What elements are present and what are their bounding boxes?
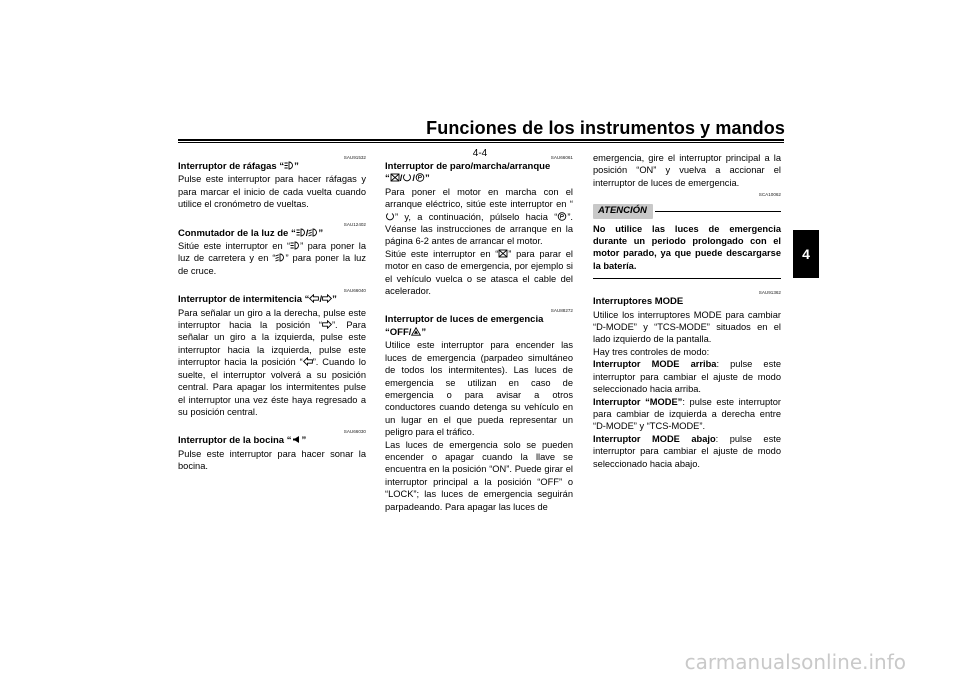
turn-left-arrow-icon [303,357,313,366]
section-stop-run-start-switch [385,154,573,297]
section-code: SAU66040 [343,288,366,294]
section-mode-switches [593,289,781,470]
turn-right-arrow-icon [322,320,332,329]
section-title: Interruptor de ráfagas “ ” [178,161,299,172]
notice-header [593,204,781,218]
section-hazard-switch [385,307,573,513]
section-body: Para señalar un giro a la derecha, pulse este interruptor hacia la posición “ ”. Para señalar un giro a la izquierda, pulse este interruptor hacia la izquierda, pulse este interruptor hacia la posición “ ”. Cuando lo suelte, el interruptor volverá a su posición central. Para apagar los intermitentes pulse el interruptor una vez éste haya regresado a su posición central. [178,307,366,417]
mode-item-down: Interruptor MODE abajo: pulse este interruptor para cambiar el ajuste de modo seleccionado hacia abajo. [593,433,781,469]
section-body: Utilice este interruptor para encender las luces de emergencia (parpadeo simultáneo de todos los intermitentes). Las luces de emergencia se utilizan en caso de emergencia o para avisar a otros conductores cuando detenga su vehículo en un lugar en el que pueda representar un peligro para el tráfico. [385,340,573,438]
headlight-flash-icon [284,161,294,170]
section-body: Utilice los interruptores MODE para cambiar “D-MODE” y “TCS-MODE” situados en el lado izquierdo de la pantalla. [593,309,781,345]
low-beam-icon [275,253,285,262]
engine-stop-icon [390,173,400,182]
engine-start-icon [415,173,425,182]
engine-run-icon [385,212,395,221]
column-2 [385,152,573,523]
section-title: Interruptor de paro/marcha/arranque “ / / ” [385,161,551,185]
notice-label: ATENCIÓN [593,204,653,218]
section-code: SAU91532 [343,155,366,160]
horn-icon [292,435,302,444]
section-title: Interruptor de intermitencia “ / ” [178,294,337,306]
section-horn-switch [178,428,366,472]
page-header-title: Funciones de los instrumentos y mandos [426,118,785,138]
section-flash-switch [178,154,366,211]
section-code: SAU66061 [550,155,573,160]
section-code: SAU91362 [758,290,781,296]
engine-stop-icon [498,249,508,258]
section-title: Interruptores MODE [593,296,684,308]
chapter-tab[interactable] [793,230,819,278]
mode-item-up: Interruptor MODE arriba: pulse este interruptor para cambiar el ajuste de modo seleccionado hacia arriba. [593,359,781,395]
section-title: Conmutador de la luz de “ / ” [178,227,324,239]
section-body: Para poner el motor en marcha con el arranque eléctrico, sitúe este interruptor en “ ” y, a continuación, púlselo hacia “ ”. Véanse las instrucciones de arranque en la página 6-2 antes de arrancar el motor. [385,186,573,247]
section-body-2: Las luces de emergencia solo se pueden encender o apagar cuando la llave se encuentra en la posición “ON”. Puede girar el interruptor principal a la posición “OFF” o “LOCK”; las luces de emergencia seguirán parpadeando. Para apagar las luces de [385,439,573,512]
notice-text: No utilice las luces de emergencia durante un periodo prolongado con el motor parado, ya que puede descargarse la batería. [593,223,781,280]
notice-code: SCA10062 [758,192,781,198]
turn-right-arrow-icon [322,294,332,303]
engine-start-icon [557,212,567,221]
page-number: 4-4 [472,148,488,159]
section-code: SAU12402 [343,221,366,227]
section-title: Interruptor de la bocina “ ” [178,435,307,447]
header-rule-thin [178,142,784,143]
watermark: carmanualsonline.info [684,650,906,674]
chapter-tab-number: 4 [802,246,810,262]
section-title: Interruptor de luces de emergencia “OFF/ ” [385,314,544,338]
section-body: Pulse este interruptor para hacer sonar la bocina. [178,448,366,472]
engine-run-icon [402,173,412,182]
section-body-2: Hay tres controles de modo: [593,346,710,357]
section-body: Pulse este interruptor para hacer ráfagas y para marcar el inicio de cada vuelta cuando utilice el cronómetro de vueltas. [178,174,366,210]
high-beam-icon [290,241,300,250]
section-code: SAU66030 [343,429,366,435]
section-body: Sitúe este interruptor en “ ” para poner la luz de carretera y en “ ” para poner la luz de cruce. [178,241,367,276]
column-3 [593,152,781,480]
continued-text: emergencia, gire el interruptor principal a la posición “ON” y vuelva a accionar el interruptor de luces de emergencia. [593,153,781,188]
mode-item-mode: Interruptor “MODE”: pulse este interruptor para cambiar de izquierda a derecha entre “D-MODE” y “TCS-MODE”. [593,396,781,432]
section-code: SAU88272 [550,308,573,314]
notice-box [593,191,781,279]
hazard-triangle-icon [411,327,421,336]
turn-left-arrow-icon [309,294,319,303]
header-rule [178,139,784,141]
section-turn-signal-switch [178,287,366,418]
section-body-2: Sitúe este interruptor en “ ” para parar el motor en caso de emergencia, por ejemplo si el vehículo vuelca o se atasca el cable del acelerador. [385,248,573,297]
high-beam-icon [296,228,306,237]
notice-rule [655,211,781,212]
section-dimmer-switch [178,221,366,278]
low-beam-icon [308,228,318,237]
column-1 [178,152,366,483]
